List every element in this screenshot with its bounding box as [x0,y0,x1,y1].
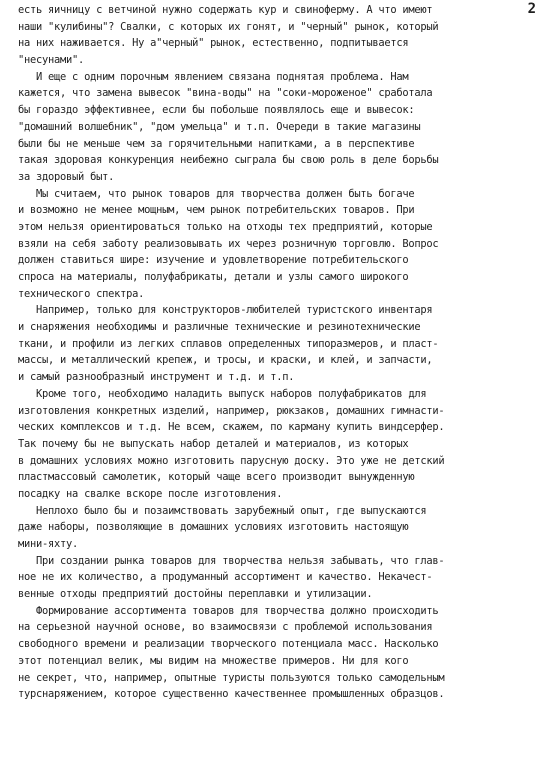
text-line: Кроме того, необходимо наладить выпуск наборов полуфабрикатов для [18,387,427,400]
text-line: и возможно не менее мощным, чем рынок потребительских товаров. При [18,204,415,217]
text-line: "несунами". [18,54,85,67]
text-line: турснаряжением, которое существенно качественнее промышленных образцов. [18,688,445,701]
text-line: При создании рынка товаров для творчества нельзя забывать, что глав- [18,554,445,567]
text-line: Неплохо было бы и позаимствовать зарубежный опыт, где выпускаются [18,504,427,517]
text-line: пластмассовый самолетик, который чаще всего производит вынужденную [18,471,415,484]
text-line: за здоровый быт. [18,170,115,183]
text-line: И еще с одним порочным явлением связана поднятая проблема. Нам [18,70,409,83]
text-line: ткани, и профили из легких сплавов определенных типоразмеров, и пласт- [18,337,439,350]
text-line: мини-яхту. [18,538,79,550]
text-line: свободного времени и реализации творческого потенциала масс. Насколько [18,638,439,651]
text-line: Мы считаем, что рынок товаров для творчества должен быть богаче [18,187,415,200]
text-line: технического спектра. [18,287,145,300]
text-line: венные отходы предприятий достойны переплавки и утилизации. [18,588,373,601]
text-line: этом нельзя ориентироваться только на отходы тех предприятий, которые [18,220,433,233]
text-line: спроса на материалы, полуфабрикаты, детали и узлы самого широкого [18,271,409,283]
text-line: наши "кулибины"? Свалки, с которых их гонят, и "черный" рынок, который [18,20,439,33]
text-line: Формирование ассортимента товаров для творчества должно происходить [18,604,439,617]
text-line: Например, только для конструкторов-любителей туристского инвентаря [18,304,433,317]
text-line: бы гораздо эффективнее, если бы побольше появлялось еще и вывесок: [18,104,415,117]
text-line: и самый разнообразный инструмент и т.д. и т.п. [18,371,295,384]
text-line: "домашний волшебник", "дом умельца" и т.п. Очереди в такие магазины [18,120,421,133]
text-line: изготовления конкретных изделий, например, рюкзаков, домашних гимнасти- [18,404,445,417]
text-line: посадку на свалке вскоре после изготовления. [18,487,283,500]
text-line: массы, и металлический крепеж, и тросы, и краски, и клей, и запчасти, [18,354,433,367]
text-line: даже наборы, позволяющие в домашних условиях изготовить настоящую [18,521,409,534]
text-line: не секрет, что, например, опытные туристы пользуются только самодельным [18,671,445,684]
text-line: Так почему бы не выпускать набор деталей и материалов, из которых [18,437,409,450]
text-line: этот потенциал велик, мы видим на множестве примеров. Ни для кого [18,654,409,667]
text-line: есть яичницу с ветчиной нужно содержать кур и свиноферму. А что имеют [18,4,433,16]
page-number: 2 [527,1,536,17]
text-line: на серьезной научной основе, во взаимосвязи с проблемой использования [18,621,433,634]
text-line: такая здоровая конкуренция неибежно сыграла бы свою роль в деле борьбы [18,154,439,167]
document-body [18,0,542,720]
text-line: ческих комплексов и т.д. Не всем, скажем, по карману купить виндсерфер. [18,421,445,434]
text-line [18,703,542,720]
text-line: были бы не меньше чем за горячительными напитками, а в перспективе [18,137,415,150]
text-line: взяли на себя заботу реализовывать их через розничную торговлю. Вопрос [18,237,439,250]
text-line: кажется, что замена вывесок "вина-воды" на "соки-мороженое" сработала [18,87,433,100]
text-line: ное не их количество, а продуманный ассортимент и качество. Некачест- [18,571,433,584]
text-line: в домашних условиях можно изготовить парусную доску. Это уже не детский [18,454,445,467]
text-line: должен ставиться шире: изучение и удовлетворение потребительского [18,254,409,267]
text-line: и снаряжения необходимы и различные технические и резинотехнические [18,321,421,334]
text-line: на них наживается. Ну а"черный" рынок, естественно, подпитывается [18,37,409,50]
